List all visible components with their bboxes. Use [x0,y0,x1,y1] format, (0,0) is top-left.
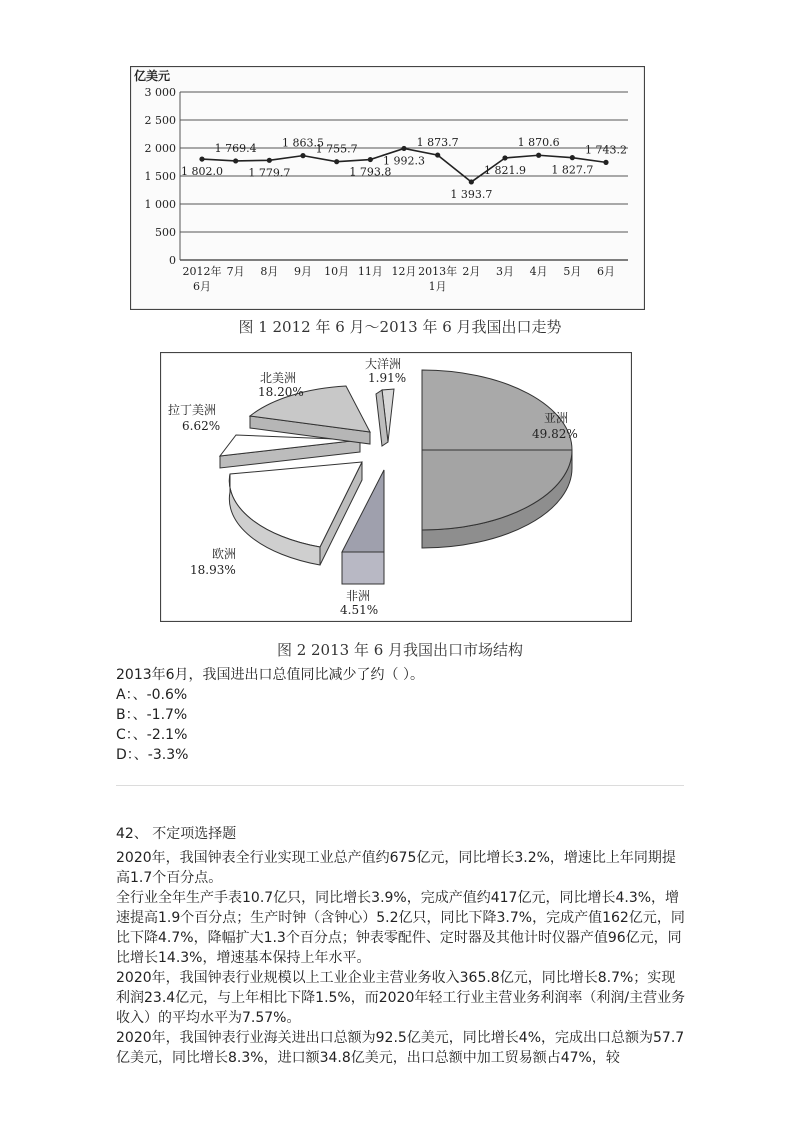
x-tick-label: 7月 [226,265,245,278]
y-tick-label: 2 500 [144,114,176,127]
x-tick-label: 2月 [462,265,481,278]
pie-label-north-america: 北美洲 [260,371,297,385]
pie-label-asia: 亚洲 [544,411,569,425]
data-label: 1 793.8 [349,165,392,179]
data-label: 1 769.4 [214,141,257,155]
data-label: 1 743.2 [585,143,627,157]
data-label: 1 870.6 [517,136,560,150]
question-block [116,665,686,765]
data-point [199,156,204,161]
y-tick-label: 1 000 [144,198,176,211]
y-tick-label: 500 [155,226,176,239]
pie-label-latin-america: 拉丁美洲 [168,403,217,417]
data-label: 1 393.7 [450,187,493,201]
pie-label-africa: 非洲 [346,589,371,603]
y-tick-label: 2 000 [144,142,176,155]
pie-label-oceania: 大洋洲 [365,357,402,371]
x-tick-label: 2013年 [418,265,458,278]
y-tick-label: 3 000 [144,86,176,99]
data-point [401,146,406,151]
paragraph: 2020年，我国钟表全行业实现工业总产值约675亿元，同比增长3.2%，增速比上年同期提高1.7个百分点。 [116,850,676,886]
question-42-block [116,824,686,1068]
section-divider [116,785,684,786]
figure1-caption: 图 1 2012 年 6 月～2013 年 6 月我国出口走势 [238,318,562,336]
data-point [502,155,507,160]
x-tick-sublabel: 1月 [428,280,447,293]
data-point [469,179,474,184]
y-tick-label: 0 [169,254,176,267]
data-label: 1 863.5 [282,136,324,150]
option-d[interactable]: D：、-3.3% [116,747,189,763]
data-point [267,158,272,163]
data-point [300,153,305,158]
data-label: 1 873.7 [416,136,459,150]
question-stem: 2013年6月，我国进出口总值同比减少了约（ ）。 [116,667,424,683]
option-a[interactable]: A：、-0.6% [116,687,188,703]
data-label: 1 992.3 [383,154,425,168]
x-tick-label: 11月 [357,265,383,278]
x-tick-label: 2012年 [182,265,222,278]
x-tick-label: 3月 [496,265,514,278]
paragraph: 2020年，我国钟表行业海关进出口总额为92.5亿美元，同比增长4%，完成出口总额为57.7亿美元，同比增长8.3%，进口额34.8亿美元，出口总额中加工贸易额占47%，较 [116,1030,685,1066]
export-trend-line-chart [130,66,645,310]
data-point [368,157,373,162]
pie-value-africa: 4.51% [340,603,379,617]
data-label: 1 802.0 [181,165,223,179]
x-tick-label: 6月 [597,265,615,278]
data-point [435,152,440,157]
y-tick-label: 1 500 [144,170,176,183]
y-axis-unit-label: 亿美元 [134,69,171,83]
data-label: 1 779.7 [248,166,291,180]
data-label: 1 827.7 [551,163,594,177]
data-point [233,158,238,163]
pie-value-asia: 49.82% [532,427,578,441]
figure2-caption: 图 2 2013 年 6 月我国出口市场结构 [276,641,524,659]
data-label: 1 821.9 [484,163,526,177]
pie-label-europe: 欧洲 [212,547,237,561]
pie-value-latin-america: 6.62% [182,419,221,433]
question-42-header: 42、 不定项选择题 [116,826,237,842]
paragraph: 2020年，我国钟表行业规模以上工业企业主营业务收入365.8亿元，同比增长8.7%；实现利润23.4亿元，与上年相比下降1.5%，而2020年轻工行业主营业务利润率（利润/主营业务收入）的平均水平为7.57%。 [116,970,686,1026]
data-point [570,155,575,160]
data-point [536,153,541,158]
x-tick-label: 5月 [563,265,582,278]
option-b[interactable]: B：、-1.7% [116,707,188,723]
x-tick-sublabel: 6月 [193,280,211,293]
x-tick-label: 9月 [294,265,312,278]
x-tick-label: 8月 [260,265,279,278]
data-label: 1 755.7 [315,142,358,156]
option-c[interactable]: C：、-2.1% [116,727,188,743]
pie-value-oceania: 1.91% [368,371,407,385]
data-point [603,160,608,165]
x-tick-label: 10月 [324,265,350,278]
x-tick-label: 4月 [529,265,548,278]
data-point [334,159,339,164]
pie-value-north-america: 18.20% [258,385,304,399]
paragraph: 全行业全年生产手表10.7亿只，同比增长3.9%，完成产值约417亿元，同比增长4.3%，增速提高1.9个百分点；生产时钟（含钟心）5.2亿只，同比下降3.7%，完成产值162亿元，同比下降4.7%，降幅扩大1.3个百分点；钟表零配件、定时器及其他计时仪器产值96亿元，同比增长14.3%，增速基本保持上年水平。 [116,890,685,966]
pie-value-europe: 18.93% [190,563,236,577]
x-tick-label: 12月 [391,265,417,278]
export-market-pie-chart [160,352,632,622]
